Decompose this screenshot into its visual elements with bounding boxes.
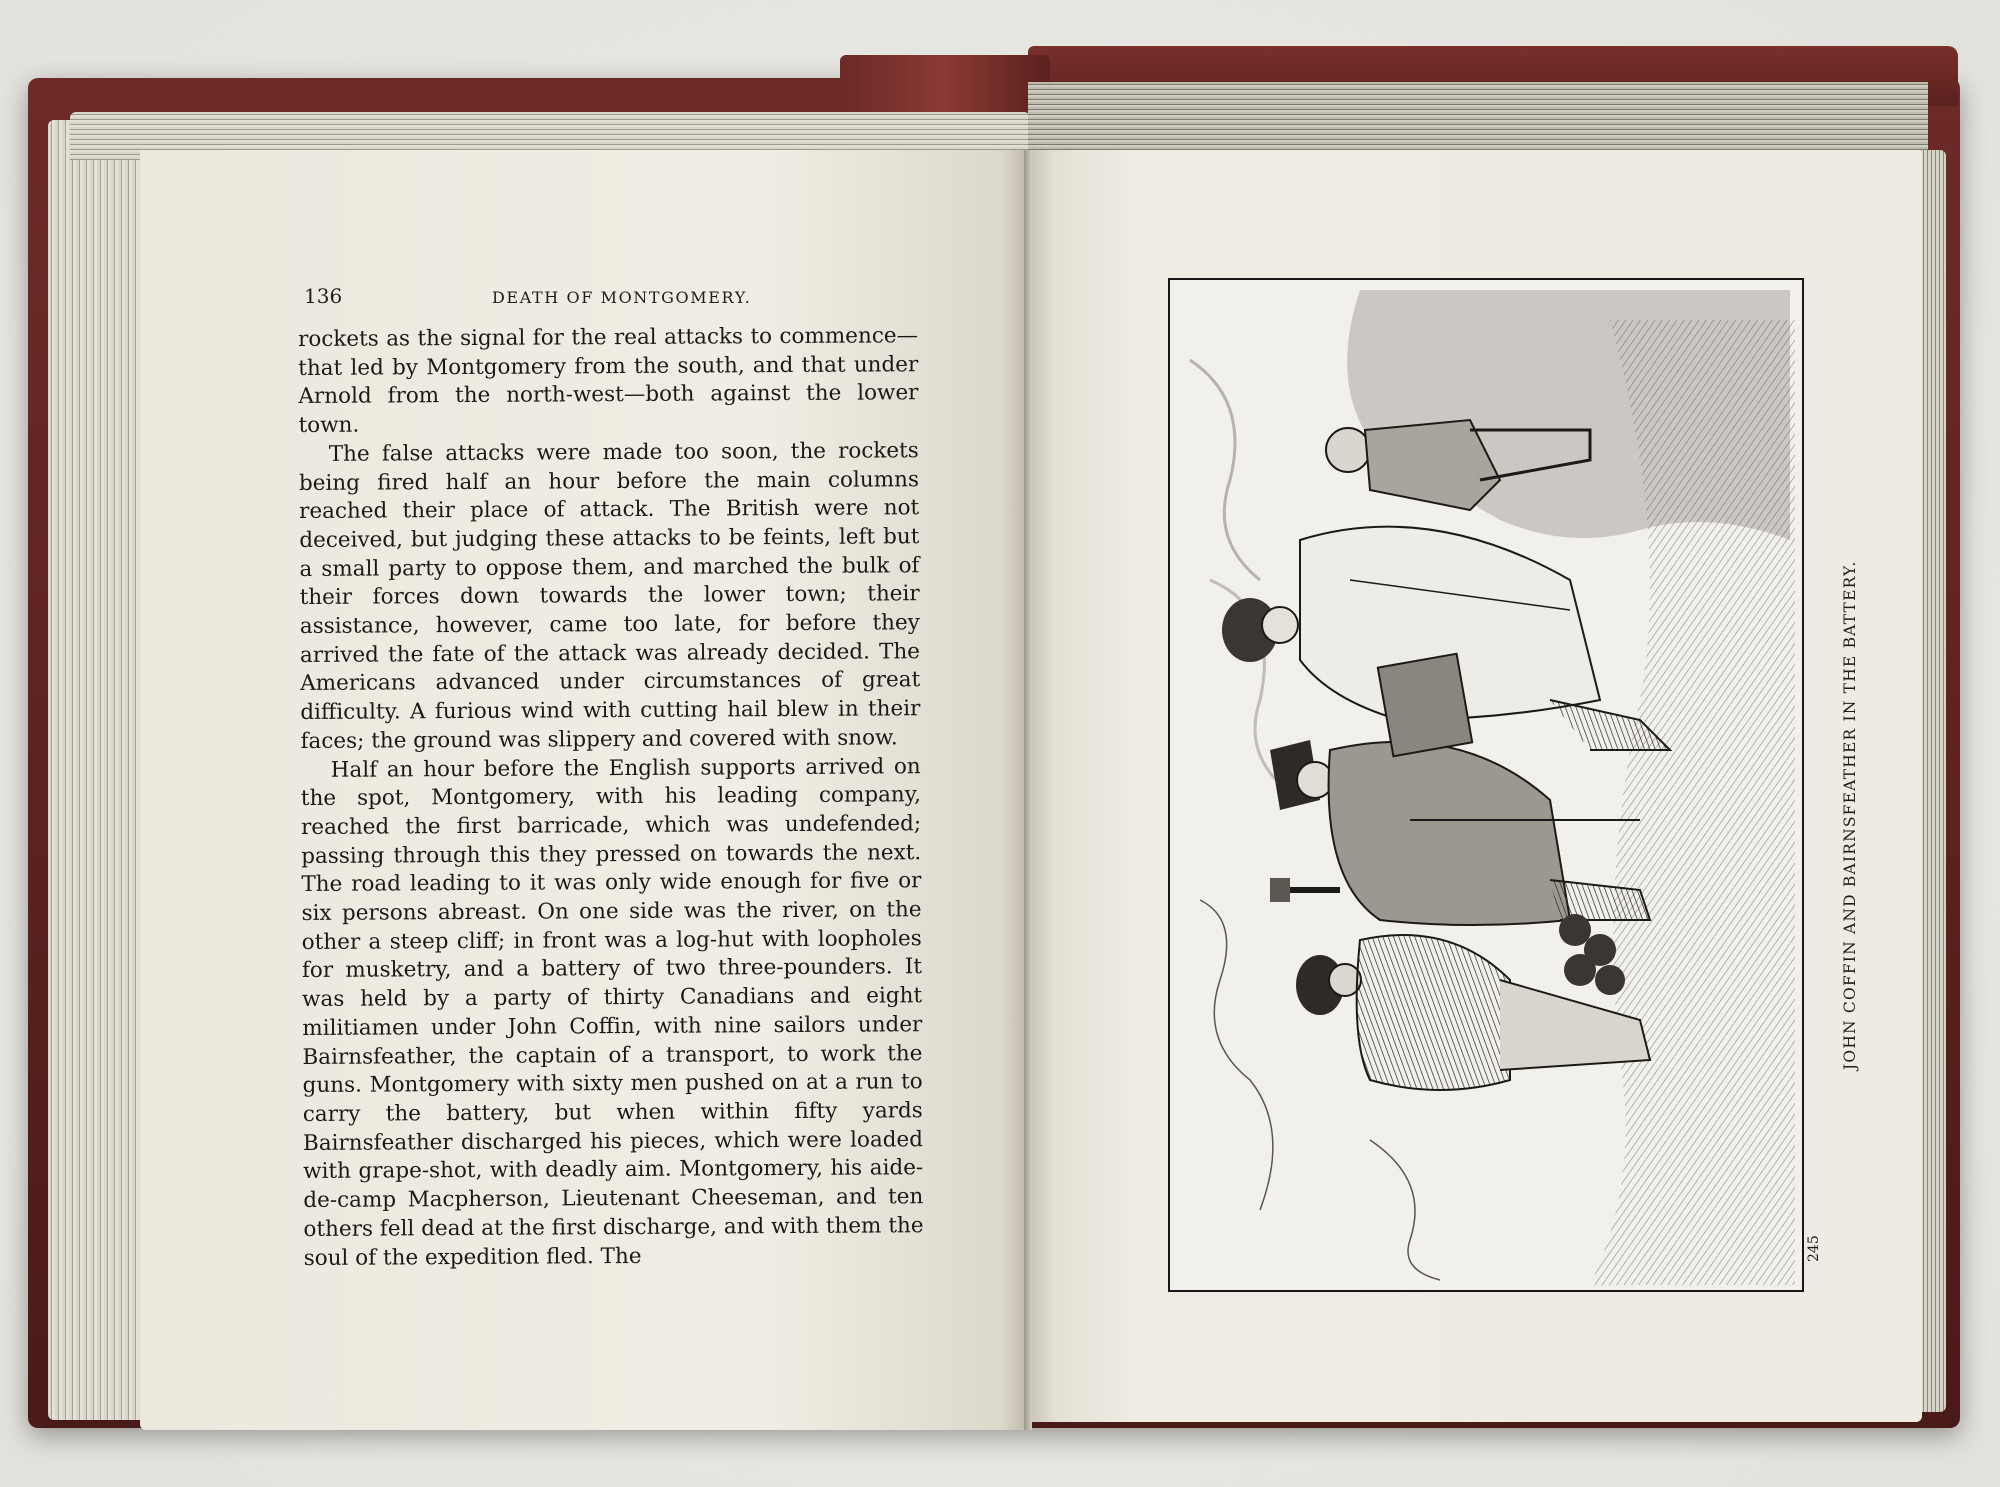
smoke-line [1370,1140,1440,1280]
smoke-line [1190,360,1260,580]
plate-page-number: 245 [1806,1235,1822,1262]
paragraph: The false attacks were made too soon, the rockets being fired half an hour before the main columns reached their place of attack. The British were not deceived, but judging these attacks to be feints, left but a small party to oppose them, and marched the bulk of their forces down towards the lower town; their assistance, however, came too late, for before they arrived the fate of the attack was already decided. The Americans advanced under circumstances of great difficulty. A furious wind with cutting hail blew in their faces; the ground was slippery and covered with snow. [298,438,921,754]
plate-caption: JOHN COFFIN AND BAIRNSFEATHER IN THE BATTERY. [1841,560,1859,1070]
left-page-number: 136 [304,284,343,308]
book-gutter [1024,150,1032,1430]
paragraph: rockets as the signal for the real attacks to commence—that led by Montgomery from the south, and that under Arnold from the north-west—both against the lower town. [298,323,919,439]
running-title: DEATH OF MONTGOMERY. [492,288,752,307]
figure-gunner-sword [1270,740,1650,925]
paragraph: Half an hour before the English supports arrived on the spot, Montgomery, with his leading company, reached the first barricade, which was undefended; passing through this they pressed on towards the next. The road leading to it was only wide enough for five or six persons abreast. On one side was the river, on the other a steep cliff; in front was a log-hut with loopholes for musketry, and a battery of two three-pounders. It was held by a party of thirty Canadians and eight militiamen under John Coffin, with nine sailors under Bairnsfeather, the captain of a transport, to work the guns. Montgomery with sixty men pushed on at a run to carry the battery, but when within fifty yards Bairnsfeather discharged his pieces, which were loaded with grape-shot, with deadly aim. Montgomery, his aide-de-camp Macpherson, Lieutenant Cheeseman, and ten others fell dead at the first discharge, and with them the soul of the expedition fled. The [300,753,924,1271]
illustration-plate [1168,278,1804,1292]
body-text [298,322,924,1273]
smoke-line [1200,900,1273,1210]
page-edges-left [48,120,148,1420]
page-edges-right [1920,150,1946,1412]
battery-engraving [1170,280,1802,1290]
